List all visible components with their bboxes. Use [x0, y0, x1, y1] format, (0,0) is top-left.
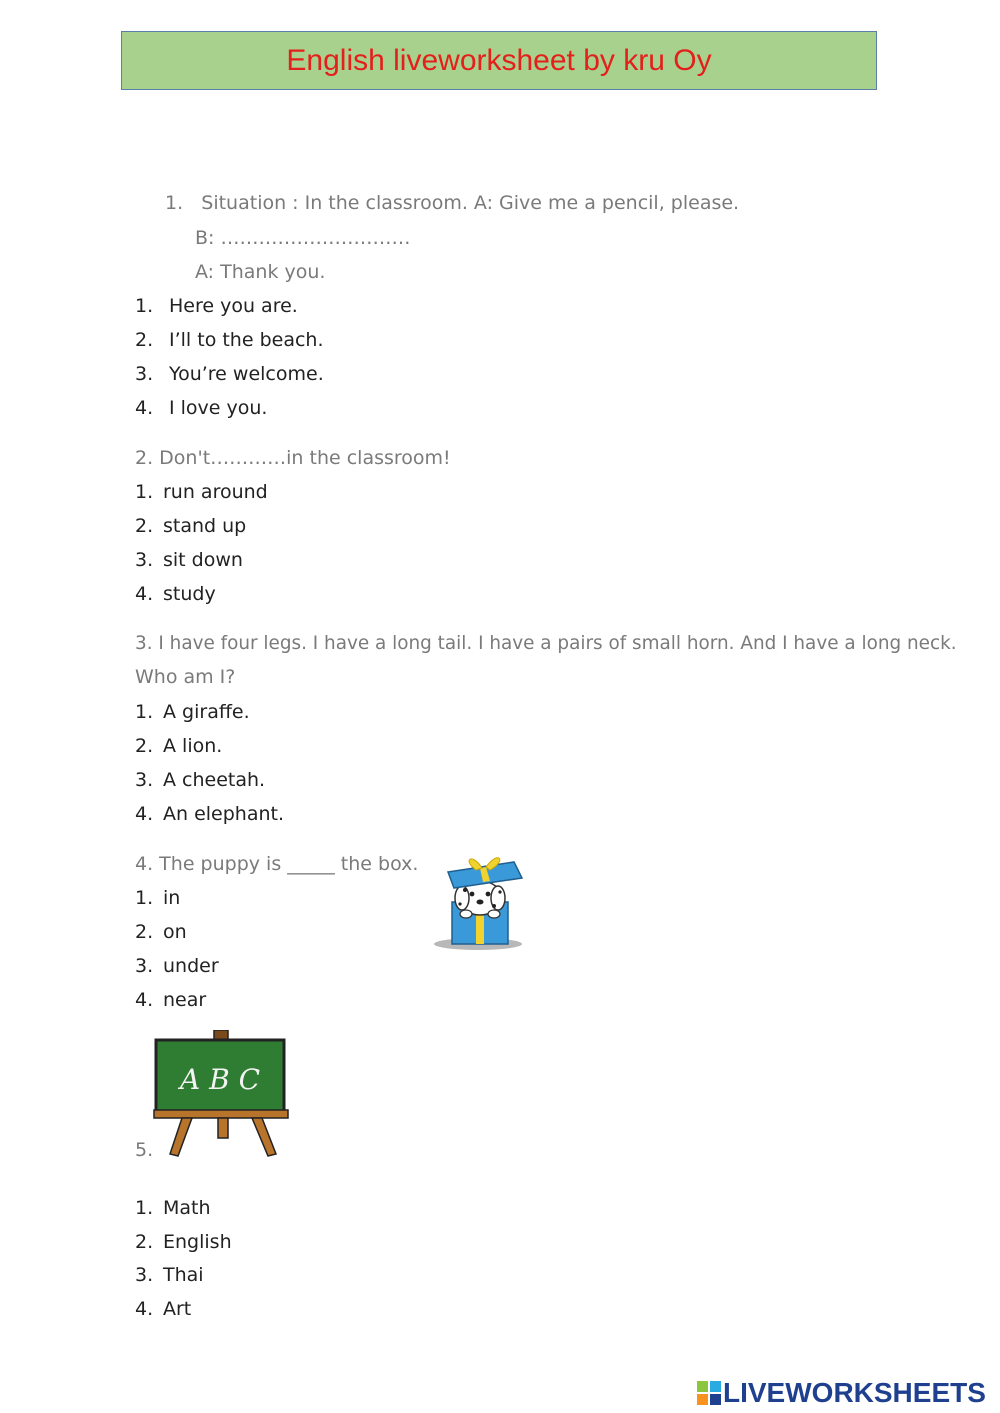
- q3-option-2[interactable]: 2. A lion.: [135, 735, 223, 757]
- q4-option-1[interactable]: 1. in: [135, 887, 181, 909]
- q1-line-a: A: Thank you.: [195, 261, 326, 283]
- q2-option-4[interactable]: 4. study: [135, 583, 216, 605]
- q2-prompt: 2. Don't…………in the classroom!: [135, 447, 451, 469]
- board-text: A B C: [179, 1063, 261, 1096]
- liveworksheets-logo: [697, 1378, 986, 1408]
- q3-option-4[interactable]: 4. An elephant.: [135, 803, 285, 825]
- puppy-in-box-image: [432, 848, 528, 952]
- q1-option-3[interactable]: 3. You’re welcome.: [135, 363, 324, 385]
- q5-number: 5.: [135, 1139, 154, 1161]
- q3-prompt-line2: Who am I?: [135, 666, 236, 688]
- q4-prompt: 4. The puppy is _____ the box.: [135, 853, 419, 875]
- title-banner: [121, 31, 877, 90]
- q1-option-4[interactable]: 4. I love you.: [135, 397, 268, 419]
- q1-line-b: B: …………………………: [195, 227, 411, 249]
- q1-prompt: [165, 191, 739, 215]
- liveworksheets-logo-icon: [697, 1381, 721, 1405]
- page-title: English liveworksheet by kru Oy: [286, 43, 712, 77]
- q1-option-1[interactable]: 1. Here you are.: [135, 295, 298, 317]
- q3-prompt-line1: 3. I have four legs. I have a long tail. I have a pairs of small horn. And I have a long neck.: [135, 633, 957, 654]
- q3-option-1[interactable]: 1. A giraffe.: [135, 701, 250, 723]
- q4-option-2[interactable]: 2. on: [135, 921, 187, 943]
- q2-option-1[interactable]: 1. run around: [135, 481, 268, 503]
- q1-number: 1.: [165, 192, 184, 214]
- q2-option-3[interactable]: 3. sit down: [135, 549, 243, 571]
- q5-option-3[interactable]: 3. Thai: [135, 1264, 204, 1286]
- q5-option-4[interactable]: 4. Art: [135, 1298, 192, 1320]
- q4-option-4[interactable]: 4. near: [135, 989, 207, 1011]
- q3-option-3[interactable]: 3. A cheetah.: [135, 769, 266, 791]
- q2-option-2[interactable]: 2. stand up: [135, 515, 247, 537]
- logo-text: LIVEWORKSHEETS: [723, 1377, 986, 1408]
- q5-option-2[interactable]: 2. English: [135, 1231, 232, 1253]
- q1-option-2[interactable]: 2. I’ll to the beach.: [135, 329, 324, 351]
- q4-option-3[interactable]: 3. under: [135, 955, 219, 977]
- q5-option-1[interactable]: 1. Math: [135, 1197, 211, 1219]
- q1-prompt-text: Situation : In the classroom. A: Give me a pencil, please.: [201, 192, 740, 214]
- chalkboard-image: [152, 1030, 292, 1160]
